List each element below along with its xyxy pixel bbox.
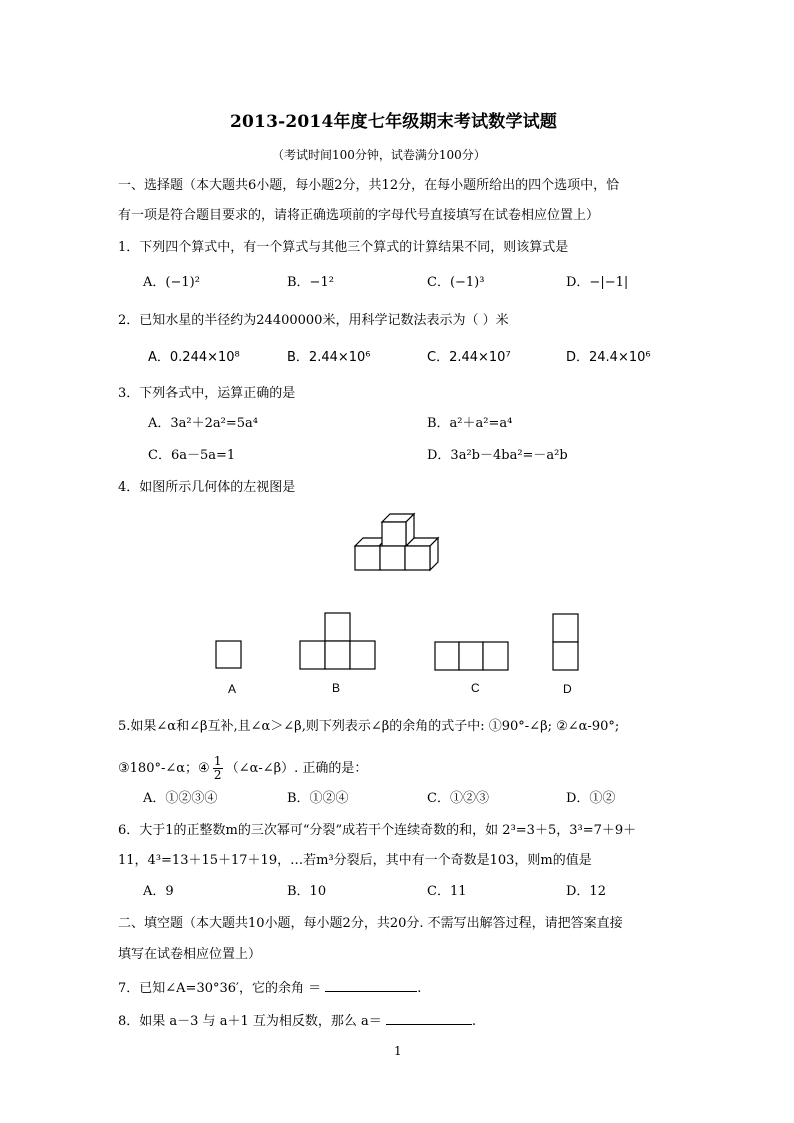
q1-option-d: D．−|−1| [566, 275, 629, 290]
q6-line2: 11，4³=13＋15＋17＋19，…若m³分裂后，其中有一个奇数是103，则m的值是 [118, 853, 592, 868]
q4-view-a [215, 640, 243, 670]
q1-option-c: C．(−1)³ [427, 275, 485, 290]
page-subtitle: （考试时间100分钟，试卷满分100分） [272, 148, 486, 162]
q2-option-a: A．0.244×10⁸ [148, 350, 240, 365]
q4-view-c [434, 641, 510, 671]
q6-option-c: C．11 [427, 884, 467, 899]
q1-stem: 1．下列四个算式中，有一个算式与其他三个算式的计算结果不同，则该算式是 [118, 240, 569, 255]
q5-line1: 5.如果∠α和∠β互补,且∠α＞∠β,则下列表示∠β的余角的式子中: ①90°-∠β; ②∠α-90°; [118, 719, 620, 734]
q5-option-d: D．①② [566, 791, 616, 806]
view-c-square-3 [483, 642, 508, 670]
view-b-square-1 [300, 641, 325, 669]
bottom-cube-2 [380, 546, 405, 570]
view-b-square-2 [325, 641, 350, 669]
view-d-bottom-square [553, 642, 578, 670]
q5-option-a: A．①②③④ [143, 791, 218, 806]
q4-label-b: B [332, 681, 341, 695]
q2-option-c: C．2.44×10⁷ [427, 350, 511, 365]
q6-option-a: A．9 [143, 884, 174, 899]
view-b-top-square [325, 613, 350, 641]
q5-option-c: C．①②③ [427, 791, 489, 806]
q8-text: 8．如果 a－3 与 a＋1 互为相反数，那么 a＝ [118, 1014, 382, 1029]
q7-period: . [417, 981, 422, 996]
section2-line2: 填写在试卷相应位置上） [118, 947, 262, 962]
q4-stem: 4．如图所示几何体的左视图是 [118, 480, 296, 495]
q1-option-b: B．−1² [287, 275, 334, 290]
q7-line [118, 979, 421, 997]
q4-view-b [299, 612, 377, 670]
view-a-square [216, 641, 241, 668]
section2-line1: 二、填空题（本大题共10小题，每小题2分，共20分. 不需写出解答过程，请把答案直接 [118, 916, 623, 931]
page-title: 2013-2014年度七年级期末考试数学试题 [230, 112, 558, 132]
q2-stem: 2．已知水星的半径约为24400000米，用科学记数法表示为（ ）米 [118, 313, 509, 328]
view-c-square-2 [459, 642, 483, 670]
view-b-square-3 [350, 641, 375, 669]
q7-text: 7．已知∠A=30°36′，它的余角 ＝ [118, 981, 322, 996]
q5-fraction-numerator: 1 [213, 754, 222, 768]
upper-cube-front [382, 522, 406, 546]
q6-line1: 6．大于1的正整数m的三次幂可“分裂”成若干个连续奇数的和，如 2³=3＋5，3³=7＋9＋ [118, 823, 637, 838]
q5-option-b: B．①②④ [287, 791, 349, 806]
q5-line2-pre: ③180°-∠α；④ [118, 760, 210, 776]
q2-option-d: D．24.4×10⁶ [566, 350, 651, 365]
q8-line [118, 1012, 476, 1030]
view-c-square-1 [435, 642, 459, 670]
q2-option-b: B．2.44×10⁶ [287, 350, 371, 365]
view-d-top-square [553, 614, 578, 642]
q1-option-a: A．(−1)² [143, 275, 200, 290]
q3-stem: 3．下列各式中，运算正确的是 [118, 386, 296, 401]
section1-line1: 一、选择题（本大题共6小题，每小题2分，共12分，在每小题所给出的四个选项中，恰 [118, 178, 620, 193]
q4-label-d: D [563, 682, 572, 696]
q5-line2 [118, 755, 367, 782]
q6-option-b: B．10 [287, 884, 327, 899]
q3-option-c: C．6a－5a=1 [148, 448, 236, 463]
q5-fraction-denominator: 2 [213, 768, 222, 782]
bottom-cube-1 [355, 546, 380, 570]
q5-fraction [213, 755, 223, 782]
q4-view-d [552, 613, 580, 671]
section1-line2: 有一项是符合题目要求的，请将正确选项前的字母代号直接填写在试卷相应位置上） [118, 208, 600, 223]
q8-answer-blank[interactable] [386, 1012, 472, 1025]
q3-option-a: A．3a²＋2a²=5a⁴ [148, 416, 258, 431]
bottom-cube-3 [405, 546, 430, 570]
q3-option-d: D．3a²b－4ba²=－a²b [427, 448, 568, 463]
page-number: 1 [394, 1044, 402, 1058]
q7-answer-blank[interactable] [325, 979, 417, 992]
q4-label-c: C [471, 681, 480, 695]
q3-option-b: B．a²＋a²=a⁴ [427, 416, 513, 431]
q5-line2-post: （∠α-∠β）. 正确的是： [225, 760, 368, 776]
q8-period: . [471, 1014, 477, 1029]
q4-label-a: A [228, 682, 237, 696]
solid-figure [350, 512, 450, 578]
q6-option-d: D．12 [566, 884, 606, 899]
